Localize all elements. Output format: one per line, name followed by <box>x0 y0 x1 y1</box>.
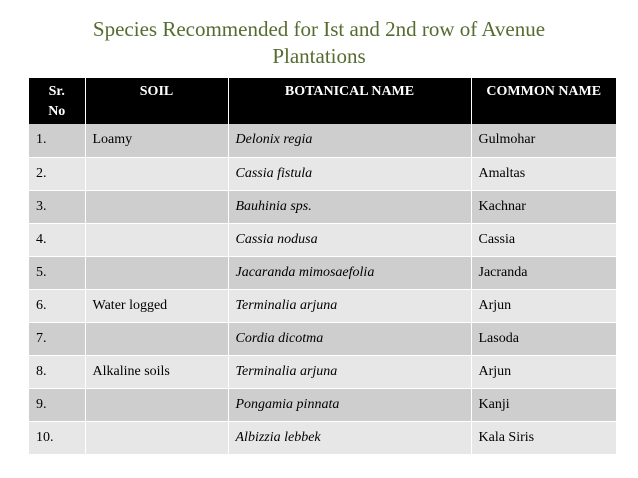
header-botanical-name: BOTANICAL NAME <box>228 78 471 124</box>
cell-sr-no: 2. <box>29 157 85 190</box>
cell-botanical-name: Terminalia arjuna <box>228 355 471 388</box>
table-row <box>29 388 616 421</box>
cell-soil <box>85 190 228 223</box>
table-row <box>29 322 616 355</box>
cell-sr-no: 4. <box>29 223 85 256</box>
page-title <box>0 16 638 70</box>
table-row <box>29 355 616 388</box>
cell-soil: Water logged <box>85 289 228 322</box>
cell-common-name: Amaltas <box>471 157 616 190</box>
cell-soil <box>85 322 228 355</box>
cell-botanical-name: Delonix regia <box>228 124 471 157</box>
cell-soil <box>85 421 228 454</box>
cell-sr-no: 9. <box>29 388 85 421</box>
cell-soil <box>85 388 228 421</box>
cell-common-name: Lasoda <box>471 322 616 355</box>
cell-botanical-name: Cordia dicotma <box>228 322 471 355</box>
table-header-row <box>29 78 616 124</box>
table-row <box>29 223 616 256</box>
cell-sr-no: 7. <box>29 322 85 355</box>
page-title-line-2: Plantations <box>272 44 366 68</box>
header-sr-line-2: No <box>48 104 66 119</box>
cell-common-name: Arjun <box>471 355 616 388</box>
cell-common-name: Arjun <box>471 289 616 322</box>
header-common-name: COMMON NAME <box>471 78 616 124</box>
page-title-line-1: Species Recommended for Ist and 2nd row of Avenue <box>92 17 546 41</box>
cell-common-name: Kachnar <box>471 190 616 223</box>
cell-botanical-name: Albizzia lebbek <box>228 421 471 454</box>
table-row <box>29 289 616 322</box>
cell-botanical-name: Terminalia arjuna <box>228 289 471 322</box>
cell-common-name: Jacranda <box>471 256 616 289</box>
cell-sr-no: 8. <box>29 355 85 388</box>
cell-botanical-name: Cassia fistula <box>228 157 471 190</box>
cell-soil <box>85 157 228 190</box>
species-table <box>29 78 616 455</box>
cell-sr-no: 10. <box>29 421 85 454</box>
header-sr-no <box>29 78 85 124</box>
cell-soil <box>85 256 228 289</box>
cell-botanical-name: Cassia nodusa <box>228 223 471 256</box>
cell-sr-no: 1. <box>29 124 85 157</box>
table-row <box>29 190 616 223</box>
cell-soil <box>85 223 228 256</box>
table-row <box>29 421 616 454</box>
table-row <box>29 157 616 190</box>
cell-common-name: Gulmohar <box>471 124 616 157</box>
cell-botanical-name: Jacaranda mimosaefolia <box>228 256 471 289</box>
cell-sr-no: 6. <box>29 289 85 322</box>
cell-common-name: Cassia <box>471 223 616 256</box>
cell-botanical-name: Pongamia pinnata <box>228 388 471 421</box>
cell-common-name: Kala Siris <box>471 421 616 454</box>
cell-sr-no: 3. <box>29 190 85 223</box>
cell-common-name: Kanji <box>471 388 616 421</box>
cell-soil: Alkaline soils <box>85 355 228 388</box>
cell-botanical-name: Bauhinia sps. <box>228 190 471 223</box>
cell-sr-no: 5. <box>29 256 85 289</box>
header-soil: SOIL <box>85 78 228 124</box>
header-sr-line-1: Sr. <box>48 84 65 99</box>
table-row <box>29 124 616 157</box>
cell-soil: Loamy <box>85 124 228 157</box>
table-row <box>29 256 616 289</box>
